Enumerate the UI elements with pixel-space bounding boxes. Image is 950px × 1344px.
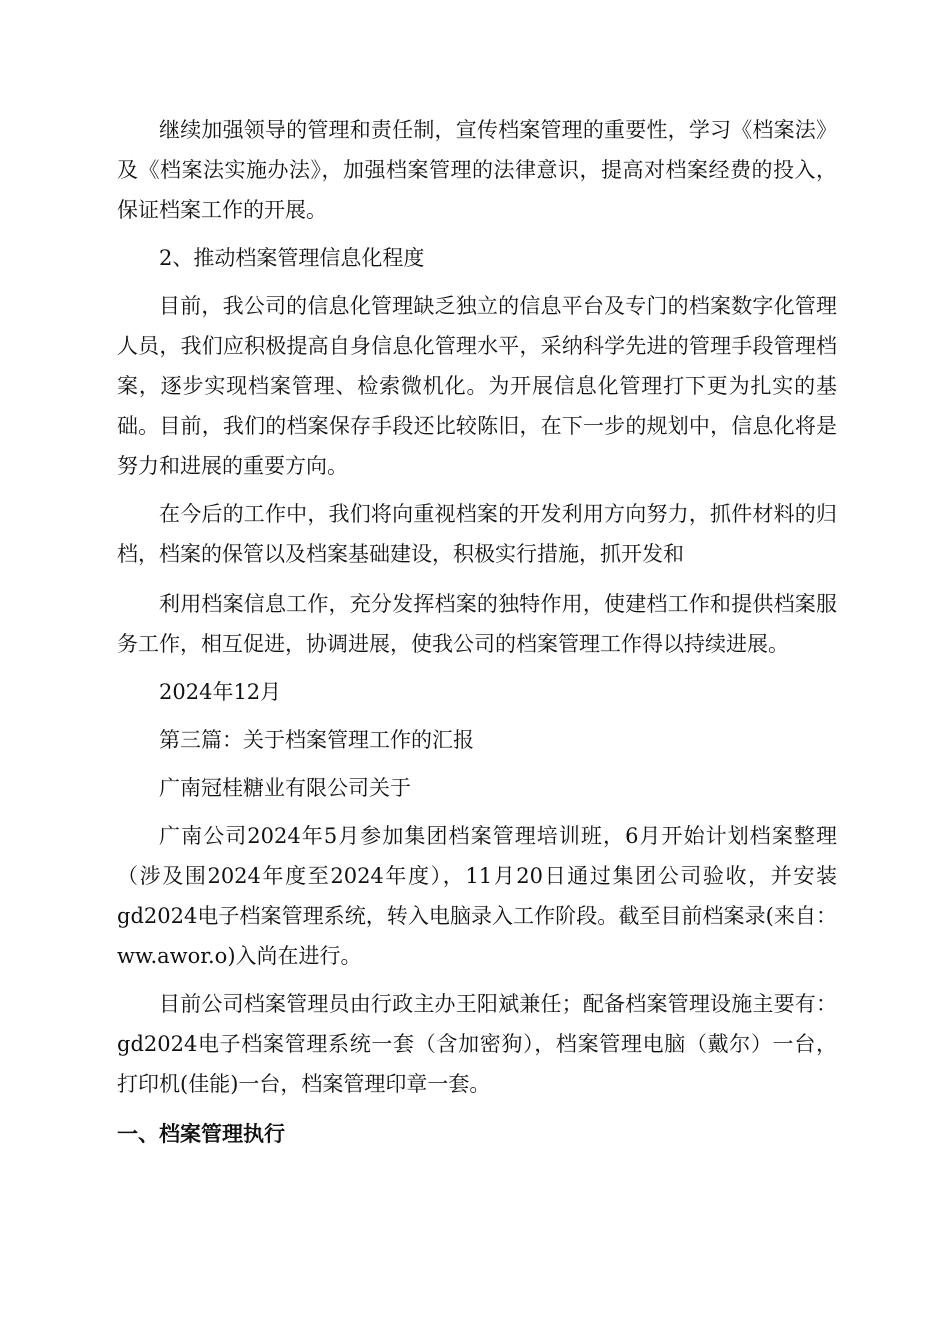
paragraph-utilization: 利用档案信息工作，充分发挥档案的独特作用，使建档工作和提供档案服务工作，相互促进，协调进展，使我公司的档案管理工作得以持续进展。 [117, 592, 837, 656]
paragraph-staff-equipment: 目前公司档案管理员由行政主办王阳斌兼任；配备档案管理设施主要有：gd2024电子档案管理系统一套（含加密狗），档案管理电脑（戴尔）一台，打印机(佳能)一台，档案管理印章一套。 [117, 992, 837, 1096]
section-heading: 一、档案管理执行 [117, 1122, 285, 1146]
paragraph-future-work: 在今后的工作中，我们将向重视档案的开发利用方向努力，抓件材料的归档，档案的保管以及档案基础建设，积极实行措施，抓开发和 [117, 502, 837, 566]
paragraph-company-title: 广南冠桂糖业有限公司关于 [159, 776, 411, 800]
paragraph-third-article-title: 第三篇：关于档案管理工作的汇报 [159, 728, 474, 752]
paragraph-date: 2024年12月 [159, 680, 282, 704]
paragraph-informatization: 目前，我公司的信息化管理缺乏独立的信息平台及专门的档案数字化管理人员，我们应积极提高自身信息化管理水平，采纳科学先进的管理手段管理档案，逐步实现档案管理、检索微机化。为开展信息化管理打下更为扎实的基础。目前，我们的档案保存手段还比较陈旧，在下一步的规划中，信息化将是努力和进展的重要方向。 [117, 294, 837, 478]
paragraph-subheading-informatization: 2、推动档案管理信息化程度 [159, 246, 425, 270]
paragraph-training: 广南公司2024年5月参加集团档案管理培训班，6月开始计划档案整理（涉及围2024年度至2024年度），11月20日通过集团公司验收，并安装gd2024电子档案管理系统，转入电脑录入工作阶段。截至目前档案录(来自：ww.awor.o)入尚在进行。 [117, 824, 837, 968]
document-page [117, 110, 837, 1154]
paragraph-leadership: 继续加强领导的管理和责任制，宣传档案管理的重要性，学习《档案法》及《档案法实施办法》，加强档案管理的法律意识，提高对档案经费的投入，保证档案工作的开展。 [117, 118, 837, 222]
